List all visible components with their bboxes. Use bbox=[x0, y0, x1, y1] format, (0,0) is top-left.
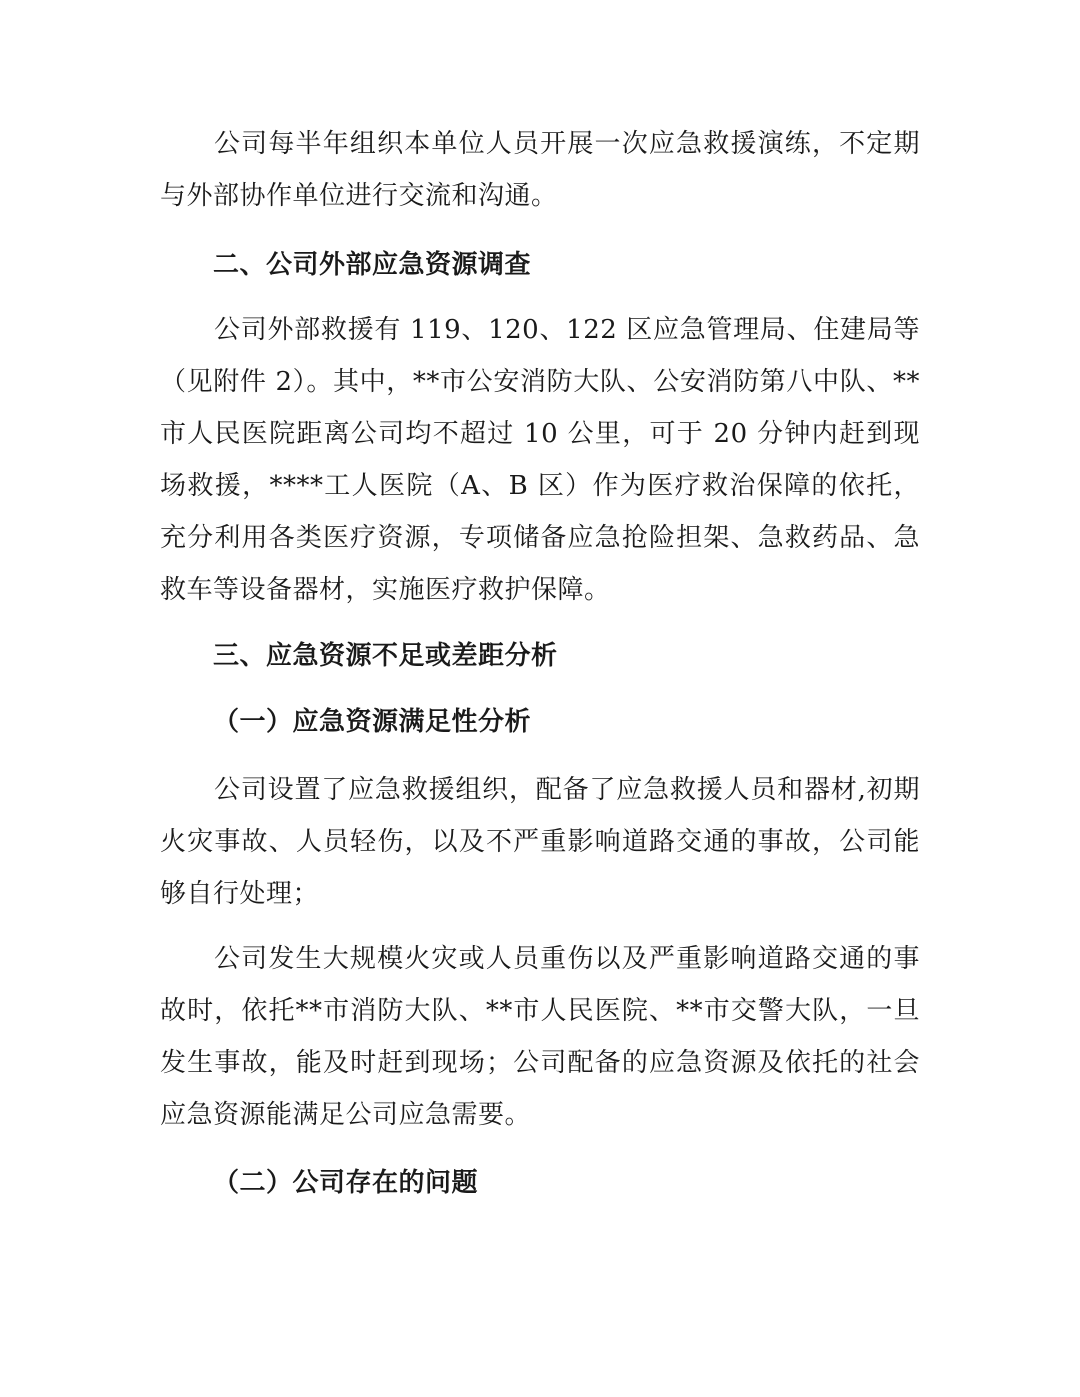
subsection-heading-problems: （二）公司存在的问题 bbox=[213, 1168, 479, 1198]
paragraph-external-rescue: 公司外部救援有 119、120、122 区应急管理局、住建局等（见附件 2）。其中，**市公安消防大队、公安消防第八中队、**市人民医院距离公司均不超过 10 公里，可于 20 分钟内赶到现场救援，****工人医院（A、B 区）作为医疗救治保障的依托，充分利用各类医疗资源，专项储备应急抢险担架、急救药品、急救车等设备器材，实施医疗救护保障。 bbox=[160, 315, 920, 605]
paragraph-drill: 公司每半年组织本单位人员开展一次应急救援演练，不定期与外部协作单位进行交流和沟通。 bbox=[160, 129, 920, 211]
subsection-heading-sufficiency: （一）应急资源满足性分析 bbox=[213, 707, 532, 737]
paragraph-self-handling: 公司设置了应急救援组织，配备了应急救援人员和器材,初期火灾事故、人员轻伤，以及不严重影响道路交通的事故，公司能够自行处理； bbox=[160, 775, 920, 909]
section-heading-external-resources: 二、公司外部应急资源调查 bbox=[213, 250, 532, 280]
section-heading-gap-analysis: 三、应急资源不足或差距分析 bbox=[213, 641, 558, 671]
paragraph-external-support: 公司发生大规模火灾或人员重伤以及严重影响道路交通的事故时，依托**市消防大队、**市人民医院、**市交警大队，一旦发生事故，能及时赶到现场；公司配备的应急资源及依托的社会应急资源能满足公司应急需要。 bbox=[160, 944, 920, 1130]
